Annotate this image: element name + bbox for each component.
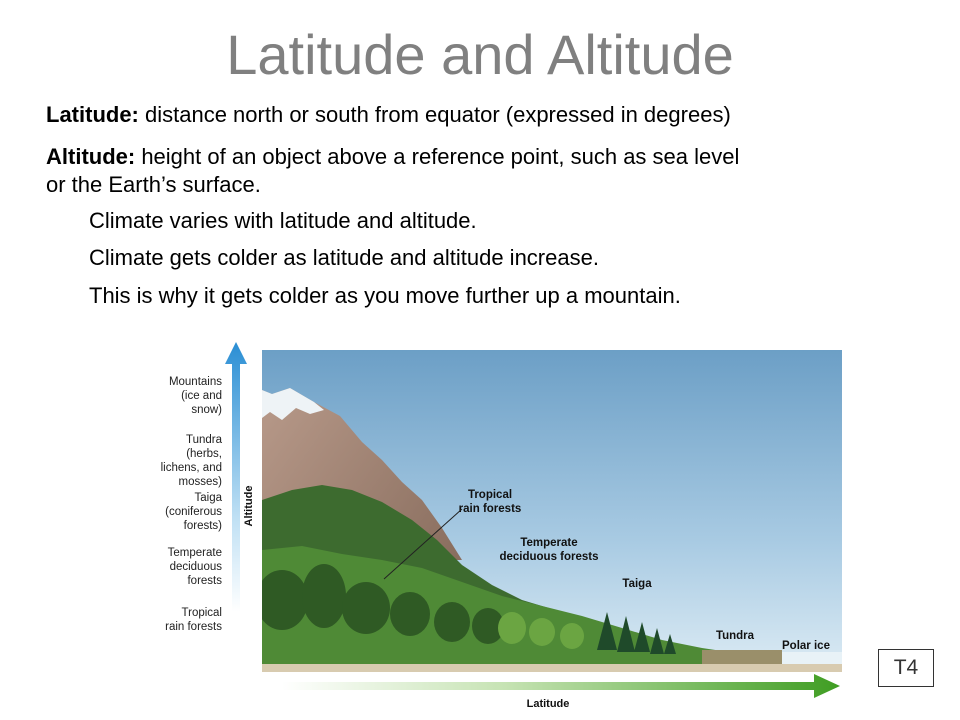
zone-line: Temperate [167, 547, 222, 559]
zone-line: forests [187, 575, 222, 587]
altitude-axis-label: Altitude [243, 485, 255, 527]
zone-line: (ice and [181, 390, 222, 402]
zone-line: deciduous [169, 561, 222, 573]
zone-line: Temperate [520, 537, 578, 549]
zone-line: Tropical [467, 489, 513, 501]
latitude-axis-label: Latitude [526, 698, 570, 710]
zone-line: lichens, and [160, 462, 222, 474]
zone-line: forests) [183, 520, 222, 532]
bullet-3: This is why it gets colder as you move further up a mountain. [89, 283, 681, 308]
altitude-definition [46, 144, 739, 170]
latitude-text: distance north or south from equator (expressed in degrees) [138, 102, 731, 127]
slide-tag: T4 [878, 649, 934, 687]
altitude-text-line2: or the Earth’s surface. [46, 172, 261, 197]
altitude-zone-mountains [148, 375, 222, 417]
label-taiga: Taiga [622, 578, 652, 590]
altitude-zone-tundra [148, 433, 222, 489]
tropical-leader-line [380, 505, 470, 585]
zone-line: mosses) [178, 476, 222, 488]
zone-line: Tropical [181, 607, 222, 619]
landscape-scene [262, 350, 842, 672]
zone-line: snow) [191, 404, 222, 416]
latitude-definition [46, 102, 731, 128]
zone-line: rain forests [458, 503, 522, 515]
zone-line: Mountains [168, 376, 222, 388]
latitude-arrow [262, 673, 842, 699]
altitude-zone-temperate [148, 546, 222, 588]
latitude-term: Latitude: [46, 102, 139, 127]
altitude-zone-tropical [148, 606, 222, 634]
zone-line: deciduous forests [499, 551, 599, 563]
bullet-1: Climate varies with latitude and altitude. [89, 208, 477, 233]
zone-line: Tundra (herbs, [185, 434, 222, 460]
altitude-text-line1: height of an object above a reference point, such as sea level [135, 144, 740, 169]
label-polar-ice: Polar ice [782, 640, 830, 652]
label-temperate-deciduous-forests [494, 536, 604, 564]
label-tundra: Tundra [715, 630, 755, 642]
bullet-2: Climate gets colder as latitude and altitude increase. [89, 245, 599, 270]
zone-line: (coniferous [165, 506, 222, 518]
altitude-term: Altitude: [46, 144, 136, 169]
zone-line: Taiga [194, 492, 222, 504]
zone-line: rain forests [165, 621, 222, 633]
altitude-zone-taiga [148, 491, 222, 533]
slide-title: Latitude and Altitude [226, 23, 734, 86]
biome-illustration [262, 350, 842, 672]
